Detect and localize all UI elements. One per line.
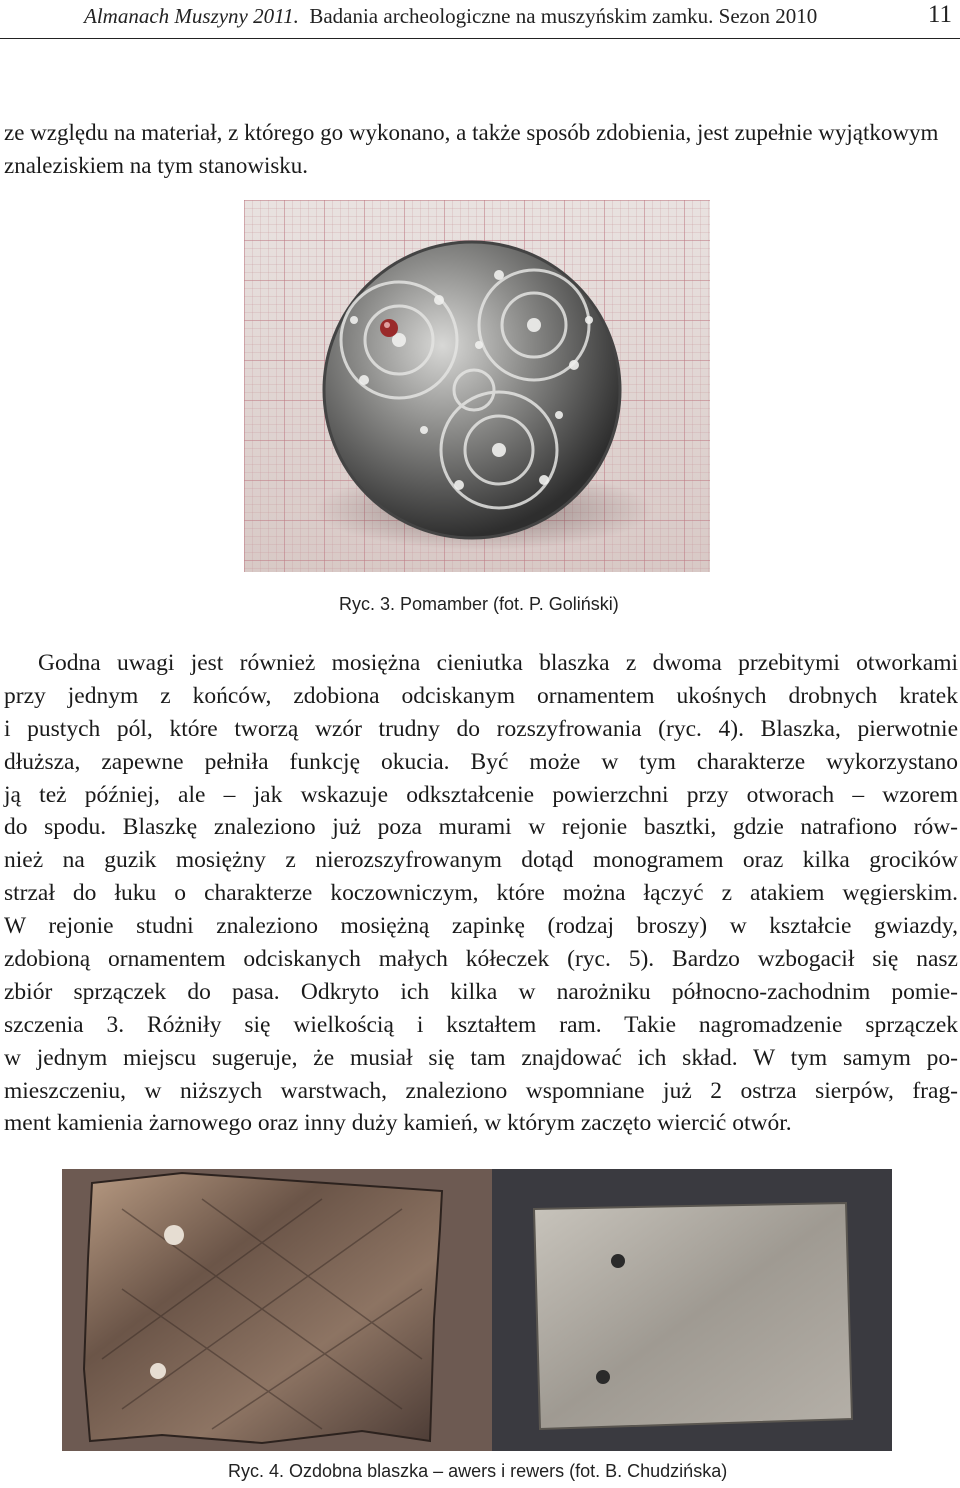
main-paragraph	[4, 647, 958, 1140]
header-title	[84, 4, 817, 29]
body-line: nież na guzik mosiężny z nierozszyfrowanym dotąd monogramem oraz kilka grocików	[4, 847, 958, 874]
article-title: Badania archeologiczne na muszyńskim zamku. Sezon 2010	[309, 4, 818, 28]
running-header	[0, 0, 960, 39]
journal-title: Almanach Muszyny 2011.	[84, 4, 299, 28]
body-line: do spodu. Blaszkę znaleziono już poza murami w rejonie basztki, gdzie natrafiono rów-	[4, 814, 958, 841]
body-line: ją też później, ale – jak wskazuje odkształcenie powierzchni przy otworach – wzorem	[4, 781, 958, 808]
pomander-illustration	[244, 200, 710, 572]
body-line: przy jednym z końców, zdobiona odciskanym ornamentem ukośnych drobnych kratek	[4, 682, 958, 709]
plate-illustration	[62, 1169, 892, 1451]
body-line: zdobioną ornamentem odciskanych małych kółeczek (ryc. 5). Bardzo wzbogacił się nasz	[4, 946, 958, 973]
body-line: W rejonie studni znaleziono mosiężną zapinkę (rodzaj broszy) w kształcie gwiazdy,	[4, 913, 958, 940]
body-line: mieszczeniu, w niższych warstwach, znaleziono wspomniane już 2 ostrza sierpów, frag-	[4, 1077, 958, 1104]
body-line: dłuższa, zapewne pełniła funkcję okucia. Być może w tym charakterze wykorzystano	[4, 748, 958, 775]
intro-paragraph: ze względu na materiał, z którego go wykonano, a także sposób zdobienia, jest zupełnie wyjątkowym znaleziskiem na tym stanowisku.	[4, 120, 939, 178]
body-line: Godna uwagi jest również mosiężna cieniutka blaszka z dwoma przebitymi otworkami	[38, 650, 958, 676]
body-line: ment kamienia żarnowego oraz inny duży kamień, w którym zaczęto wiercić otwór.	[4, 1110, 792, 1137]
figure3-caption: Ryc. 3. Pomamber (fot. P. Goliński)	[339, 594, 619, 614]
pomander-photo	[244, 200, 710, 572]
body-line: w jednym miejscu sugeruje, że musiał się tam znajdować ich skład. W tym samym po-	[4, 1044, 958, 1071]
body-line: szczenia 3. Różniły się wielkością i kształtem ram. Takie nagromadzenie sprzączek	[4, 1011, 958, 1038]
body-line: zbiór sprzączek do pasa. Odkryto ich kilka w narożniku północno-zachodnim pomie-	[4, 978, 958, 1005]
page-number: 11	[927, 1, 952, 28]
plate-photo	[62, 1169, 892, 1451]
body-line: strzał do łuku o charakterze koczowniczym, które można łączyć z atakiem węgierskim.	[4, 880, 958, 907]
figure4-caption: Ryc. 4. Ozdobna blaszka – awers i rewers (fot. B. Chudzińska)	[228, 1461, 728, 1481]
body-line: i pustych pól, które tworzą wzór trudny do rozszyfrowania (ryc. 4). Blaszka, pierwotnie	[4, 715, 958, 742]
